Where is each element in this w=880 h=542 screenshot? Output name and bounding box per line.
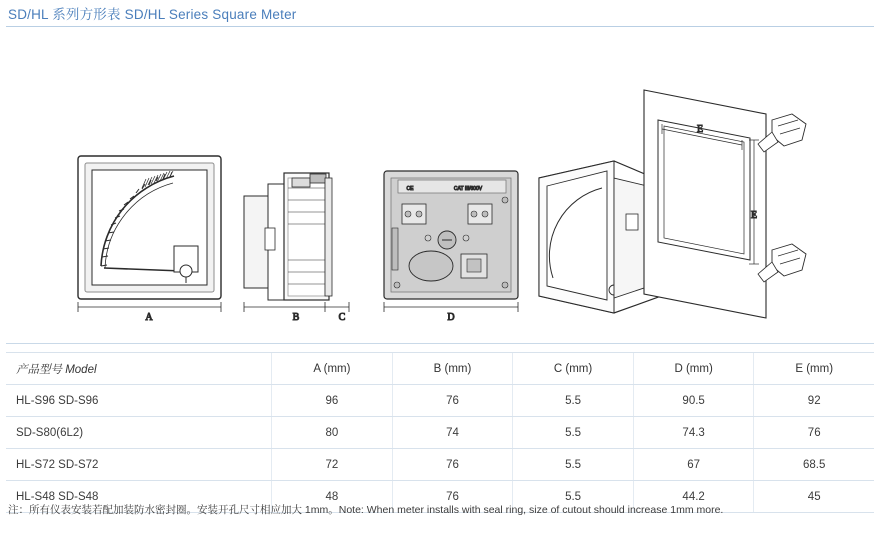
dimension-label-d: D bbox=[447, 312, 455, 323]
dimension-label-c: C bbox=[338, 312, 346, 323]
table-header-row bbox=[6, 353, 874, 385]
column-header-e: E (mm) bbox=[754, 353, 874, 385]
dimension-label-a: A bbox=[145, 312, 153, 323]
cell-e: 92 bbox=[754, 385, 874, 417]
cell-c: 5.5 bbox=[513, 481, 634, 513]
cell-d: 44.2 bbox=[633, 481, 754, 513]
cell-e: 68.5 bbox=[754, 449, 874, 481]
cell-model: HL-S72 SD-S72 bbox=[6, 449, 272, 481]
dimension-label-e-top: E bbox=[696, 124, 704, 135]
dimension-label-e-side: E bbox=[750, 210, 758, 221]
rating-label: CAT III/600V bbox=[453, 186, 483, 192]
cell-c: 5.5 bbox=[513, 417, 634, 449]
specification-table bbox=[6, 352, 874, 513]
installation-view bbox=[539, 90, 806, 318]
cell-model: HL-S48 SD-S48 bbox=[6, 481, 272, 513]
cell-b: 76 bbox=[392, 481, 513, 513]
page-title: SD/HL 系列方形表 SD/HL Series Square Meter bbox=[8, 7, 297, 22]
cell-c: 5.5 bbox=[513, 385, 634, 417]
cell-d: 67 bbox=[633, 449, 754, 481]
column-header-c: C (mm) bbox=[513, 353, 634, 385]
cell-a: 72 bbox=[272, 449, 393, 481]
table-row bbox=[6, 449, 874, 481]
column-header-b: B (mm) bbox=[392, 353, 513, 385]
figure-divider bbox=[6, 343, 874, 344]
cell-e: 45 bbox=[754, 481, 874, 513]
front-view bbox=[78, 156, 221, 323]
table-row bbox=[6, 417, 874, 449]
cell-b: 74 bbox=[392, 417, 513, 449]
cell-b: 76 bbox=[392, 449, 513, 481]
ce-mark-label: CE bbox=[406, 186, 414, 192]
side-view bbox=[244, 173, 349, 323]
column-header-d: D (mm) bbox=[633, 353, 754, 385]
rear-view bbox=[384, 171, 518, 323]
column-header-model: 产品型号 Model bbox=[6, 353, 272, 385]
table-row bbox=[6, 385, 874, 417]
cell-c: 5.5 bbox=[513, 449, 634, 481]
dimension-label-b: B bbox=[292, 312, 300, 323]
title-divider bbox=[6, 26, 874, 27]
cell-e: 76 bbox=[754, 417, 874, 449]
cell-d: 74.3 bbox=[633, 417, 754, 449]
cell-model: SD-S80(6L2) bbox=[6, 417, 272, 449]
footnote: 注：所有仪表安装若配加装防水密封圈。安装开孔尺寸相应加大 1mm。Note: When meter installs with seal ring, size of cutout should increase 1mm more. bbox=[8, 504, 724, 516]
column-header-a: A (mm) bbox=[272, 353, 393, 385]
cell-a: 80 bbox=[272, 417, 393, 449]
cell-model: HL-S96 SD-S96 bbox=[6, 385, 272, 417]
cell-a: 96 bbox=[272, 385, 393, 417]
product-drawings bbox=[6, 28, 874, 343]
cell-b: 76 bbox=[392, 385, 513, 417]
cell-d: 90.5 bbox=[633, 385, 754, 417]
cell-a: 48 bbox=[272, 481, 393, 513]
